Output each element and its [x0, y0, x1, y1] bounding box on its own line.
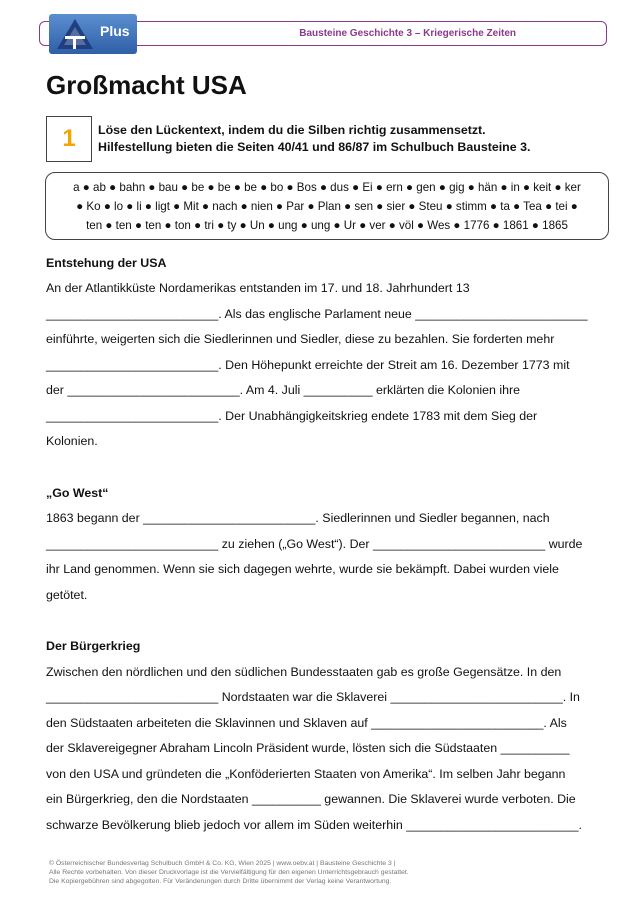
task-number-box [46, 116, 92, 162]
logo-text: Plus [100, 23, 130, 39]
footer-line-2: Alle Rechte vorbehalten. Von dieser Druckvorlage ist die Vervielfältigung für den eigenen Unterrichtsgebrauch gestattet. [49, 869, 409, 876]
footer-line-3: Die Kopiergebühren sind abgegolten. Für Veränderungen durch Dritte übernimmt der Verlag keine Verantwortung. [49, 878, 392, 885]
syllable-line-3: ten ● ten ● ten ● ton ● tri ● ty ● Un ● ung ● ung ● Ur ● ver ● völ ● Wes ● 1776 ● 1861 ● 1865 [86, 219, 568, 232]
text-line: ein Bürgerkrieg, den die Nordstaaten __________ gewannen. Die Sklaverei wurde verboten. Die [46, 792, 576, 806]
syllable-line-2: ● Ko ● lo ● li ● ligt ● Mit ● nach ● nien ● Par ● Plan ● sen ● sier ● Steu ● stimm ● ta ● Tea ● tei ● [76, 200, 578, 213]
text-line: schwarze Bevölkerung blieb jedoch vor allem im Süden weiterhin _________________________. [46, 818, 582, 832]
text-line: _________________________. Der Unabhängigkeitskrieg endete 1783 mit dem Sieg der [46, 409, 538, 423]
task-number: 1 [62, 125, 76, 152]
section-heading-buergerkrieg: Der Bürgerkrieg [46, 639, 141, 653]
text-line: der _________________________. Am 4. Juli __________ erklärten die Kolonien ihre [46, 383, 520, 397]
text-line: _________________________ Nordstaaten war die Sklaverei _________________________. In [46, 690, 580, 704]
task-line-1: Löse den Lückentext, indem du die Silben richtig zusammensetzt. [98, 123, 486, 137]
task-instructions [98, 122, 598, 156]
section-heading-go-west: „Go West“ [46, 486, 109, 500]
text-line: ihr Land genommen. Wenn sie sich dagegen wehrte, wurde sie bekämpft. Dabei wurden viele [46, 562, 559, 576]
section-heading-entstehung: Entstehung der USA [46, 256, 167, 270]
text-line: den Südstaaten arbeiteten die Sklavinnen und Sklaven auf _________________________. Als [46, 716, 567, 730]
text-line: getötet. [46, 588, 88, 602]
text-line: 1863 begann der _________________________. Siedlerinnen und Siedler begannen, nach [46, 511, 550, 525]
text-line: An der Atlantikküste Nordamerikas entstanden im 17. und 18. Jahrhundert 13 [46, 281, 470, 295]
publisher-logo [49, 14, 137, 54]
page-title: Großmacht USA [46, 70, 247, 100]
copyright-footer [49, 859, 469, 886]
text-line: Kolonien. [46, 434, 98, 448]
text-line: _________________________ zu ziehen („Go West“). Der _________________________ wurde [46, 537, 583, 551]
task-line-2: Hilfestellung bieten die Seiten 40/41 und 86/87 im Schulbuch Bausteine 3. [98, 140, 531, 154]
text-line: Zwischen den nördlichen und den südlichen Bundesstaaten gab es große Gegensätze. In den [46, 665, 562, 679]
text-line: einführte, weigerten sich die Siedlerinnen und Siedler, diese zu bezahlen. Sie forderten mehr [46, 332, 555, 346]
text-line: der Sklavereigegner Abraham Lincoln Präsident wurde, lösten sich die Südstaaten __________ [46, 741, 570, 755]
series-title: Bausteine Geschichte 3 – Kriegerische Zeiten [299, 28, 516, 39]
footer-line-1: © Österreichischer Bundesverlag Schulbuch GmbH & Co. KG, Wien 2025 | www.oebv.at | Bausteine Geschichte 3 | [49, 860, 396, 867]
triangle-logo-icon [55, 17, 95, 51]
text-line: _________________________. Den Höhepunkt erreichte der Streit am 16. Dezember 1773 mit [46, 358, 570, 372]
syllable-line-1: a ● ab ● bahn ● bau ● be ● be ● be ● bo ● Bos ● dus ● Ei ● ern ● gen ● gig ● hän ● in ● keit ● ker [73, 181, 581, 194]
text-line: von den USA und gründeten die „Konföderierten Staaten von Amerika“. Im selben Jahr begann [46, 767, 566, 781]
text-line: _________________________. Als das englische Parlament neue _________________________ [46, 307, 588, 321]
